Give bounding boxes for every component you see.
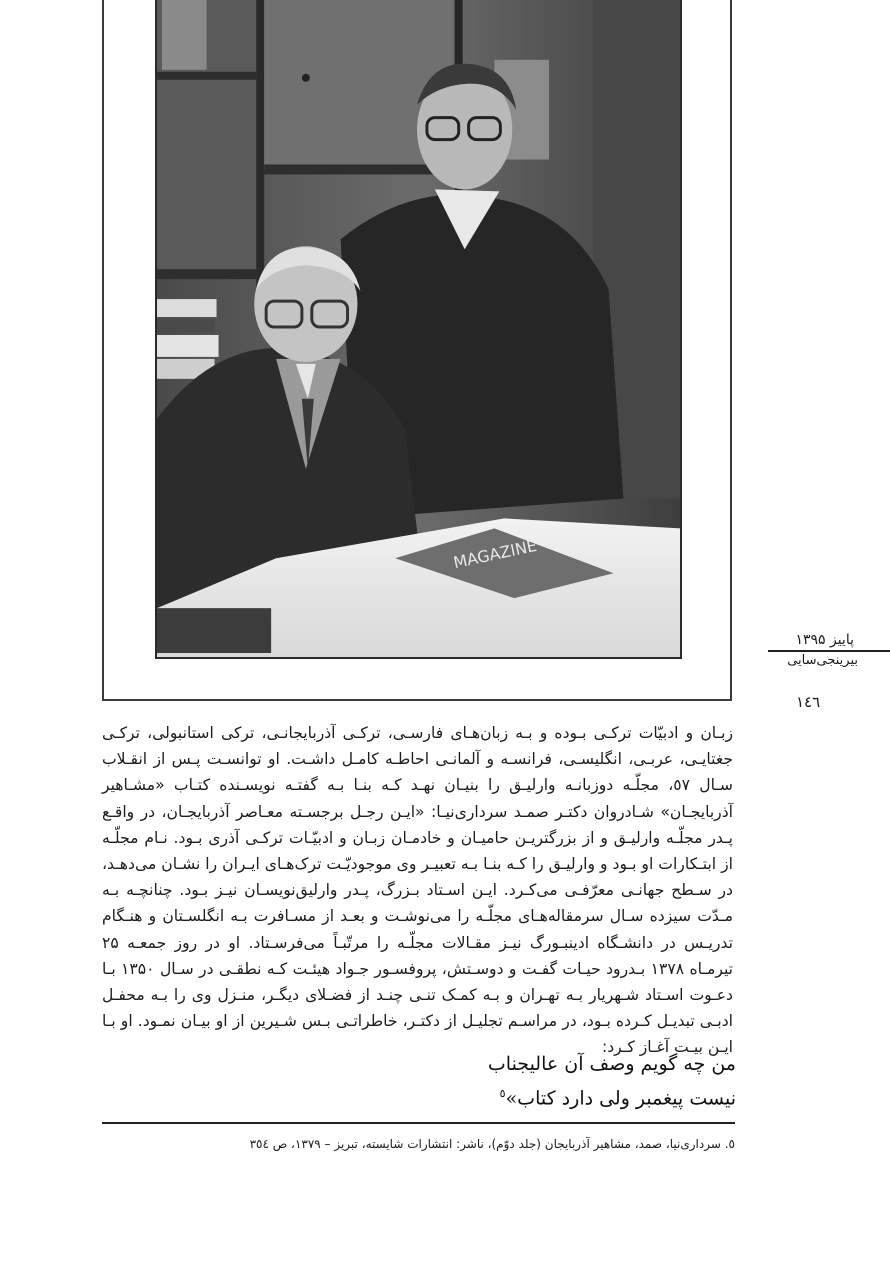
journal-name: بیرینجی‌سایی [787, 653, 858, 668]
photograph [155, 0, 682, 659]
poem-verse [102, 1050, 736, 1113]
verse-line-1: من چه گویم وصف آن عالیجناب [487, 1053, 736, 1075]
footnote: ٥. سرداری‌نیا، صمد، مشاهیر آذربایجان (جلد دوّم)، ناشر: انتشارات شایسته، تبریز – ۱۳۷۹، ص ۳٥٤ [249, 1137, 735, 1151]
body-paragraph: زبـان و ادبیّات ترکـی بـوده و بـه زبان‌هـای فارسـی، ترکـی آذربایجانـی، ترکی استانبولی، ترکـی جغتایـی، عربـی، انگلیسـی، فرانسـه و آلمانـی احاطـه کامـل داشـت. او توانسـت پـس از انقـلاب سـال ٥٧، مجلّـه دوزبانـه وارلیـق را بنیـان نهـد کـه بنـا بـه گفتـه نویسـنده کتـاب «مشـاهیر آذربایجـان» شـادروان دکتـر صمـد سرداری‌نیـا: «ایـن رجـل برجسـته معـاصر آذربایجـان، در واقـع پـدر مجلّـه وارلیـق و از بزرگتریـن حامیـان و خادمـان زبـان و ادبیّـات ترکـی آذری بـود. نـام مجلّـه از ابتـکارات او بـود و وارلیـق را کـه بنـا بـه تعبیـر وی موجودیّـت ترک‌هـای ایـران را نشـان می‌دهـد، در سـطح جهانـی معرّفـی می‌کـرد. ایـن اسـتاد بـزرگ، پـدر وارلیق‌نویسـان نیـز بـود. چنانچـه بـه مـدّت سیزده سـال سرمقاله‌هـای مجلّـه را می‌نوشـت و بعـد از مسـافرت بـه انگلسـتان و هنـگام تدریـس در دانشـگاه ادینبـورگ نیـز مقـالات مجلّـه را مرتّبـاً می‌فرسـتاد. او در روز جمعـه ۲۵ تیرمـاه ۱۳۷۸ بـدرود حیـات گفـت و دوسـتش، پروفسـور جـواد هیئـت کـه نطقـی در سـال ۱۳۵۰ بـا دعـوت اسـتاد شـهریار بـه تهـران و بـه کمـک تنـی چنـد از فضـلای دیگـر، منـزل وی را بـه محفـل ادبـی تبدیـل کـرده بـود، در مراسـم تجلیـل از دکتـر، خاطراتـی بـس شـیرین از او بیـان نمـود. او بـا ایـن بیـت آغـاز کـرد: [102, 724, 733, 1057]
verse-line-2-text: نیست پیغمبر ولی دارد کتاب» [505, 1087, 736, 1110]
page-number: ۱٤٦ [796, 693, 821, 711]
verse-line-2 [102, 1079, 736, 1113]
running-head-rule [768, 650, 890, 652]
body-text [102, 720, 733, 1061]
footnote-divider [102, 1122, 735, 1124]
issue-season: پاییز ۱۳۹۵ [795, 632, 854, 648]
footnote-marker[interactable]: ٥ [499, 1087, 506, 1100]
running-head [768, 632, 890, 668]
svg-text:MAGAZINE: MAGAZINE [451, 535, 539, 573]
photo-illustration [157, 0, 680, 657]
